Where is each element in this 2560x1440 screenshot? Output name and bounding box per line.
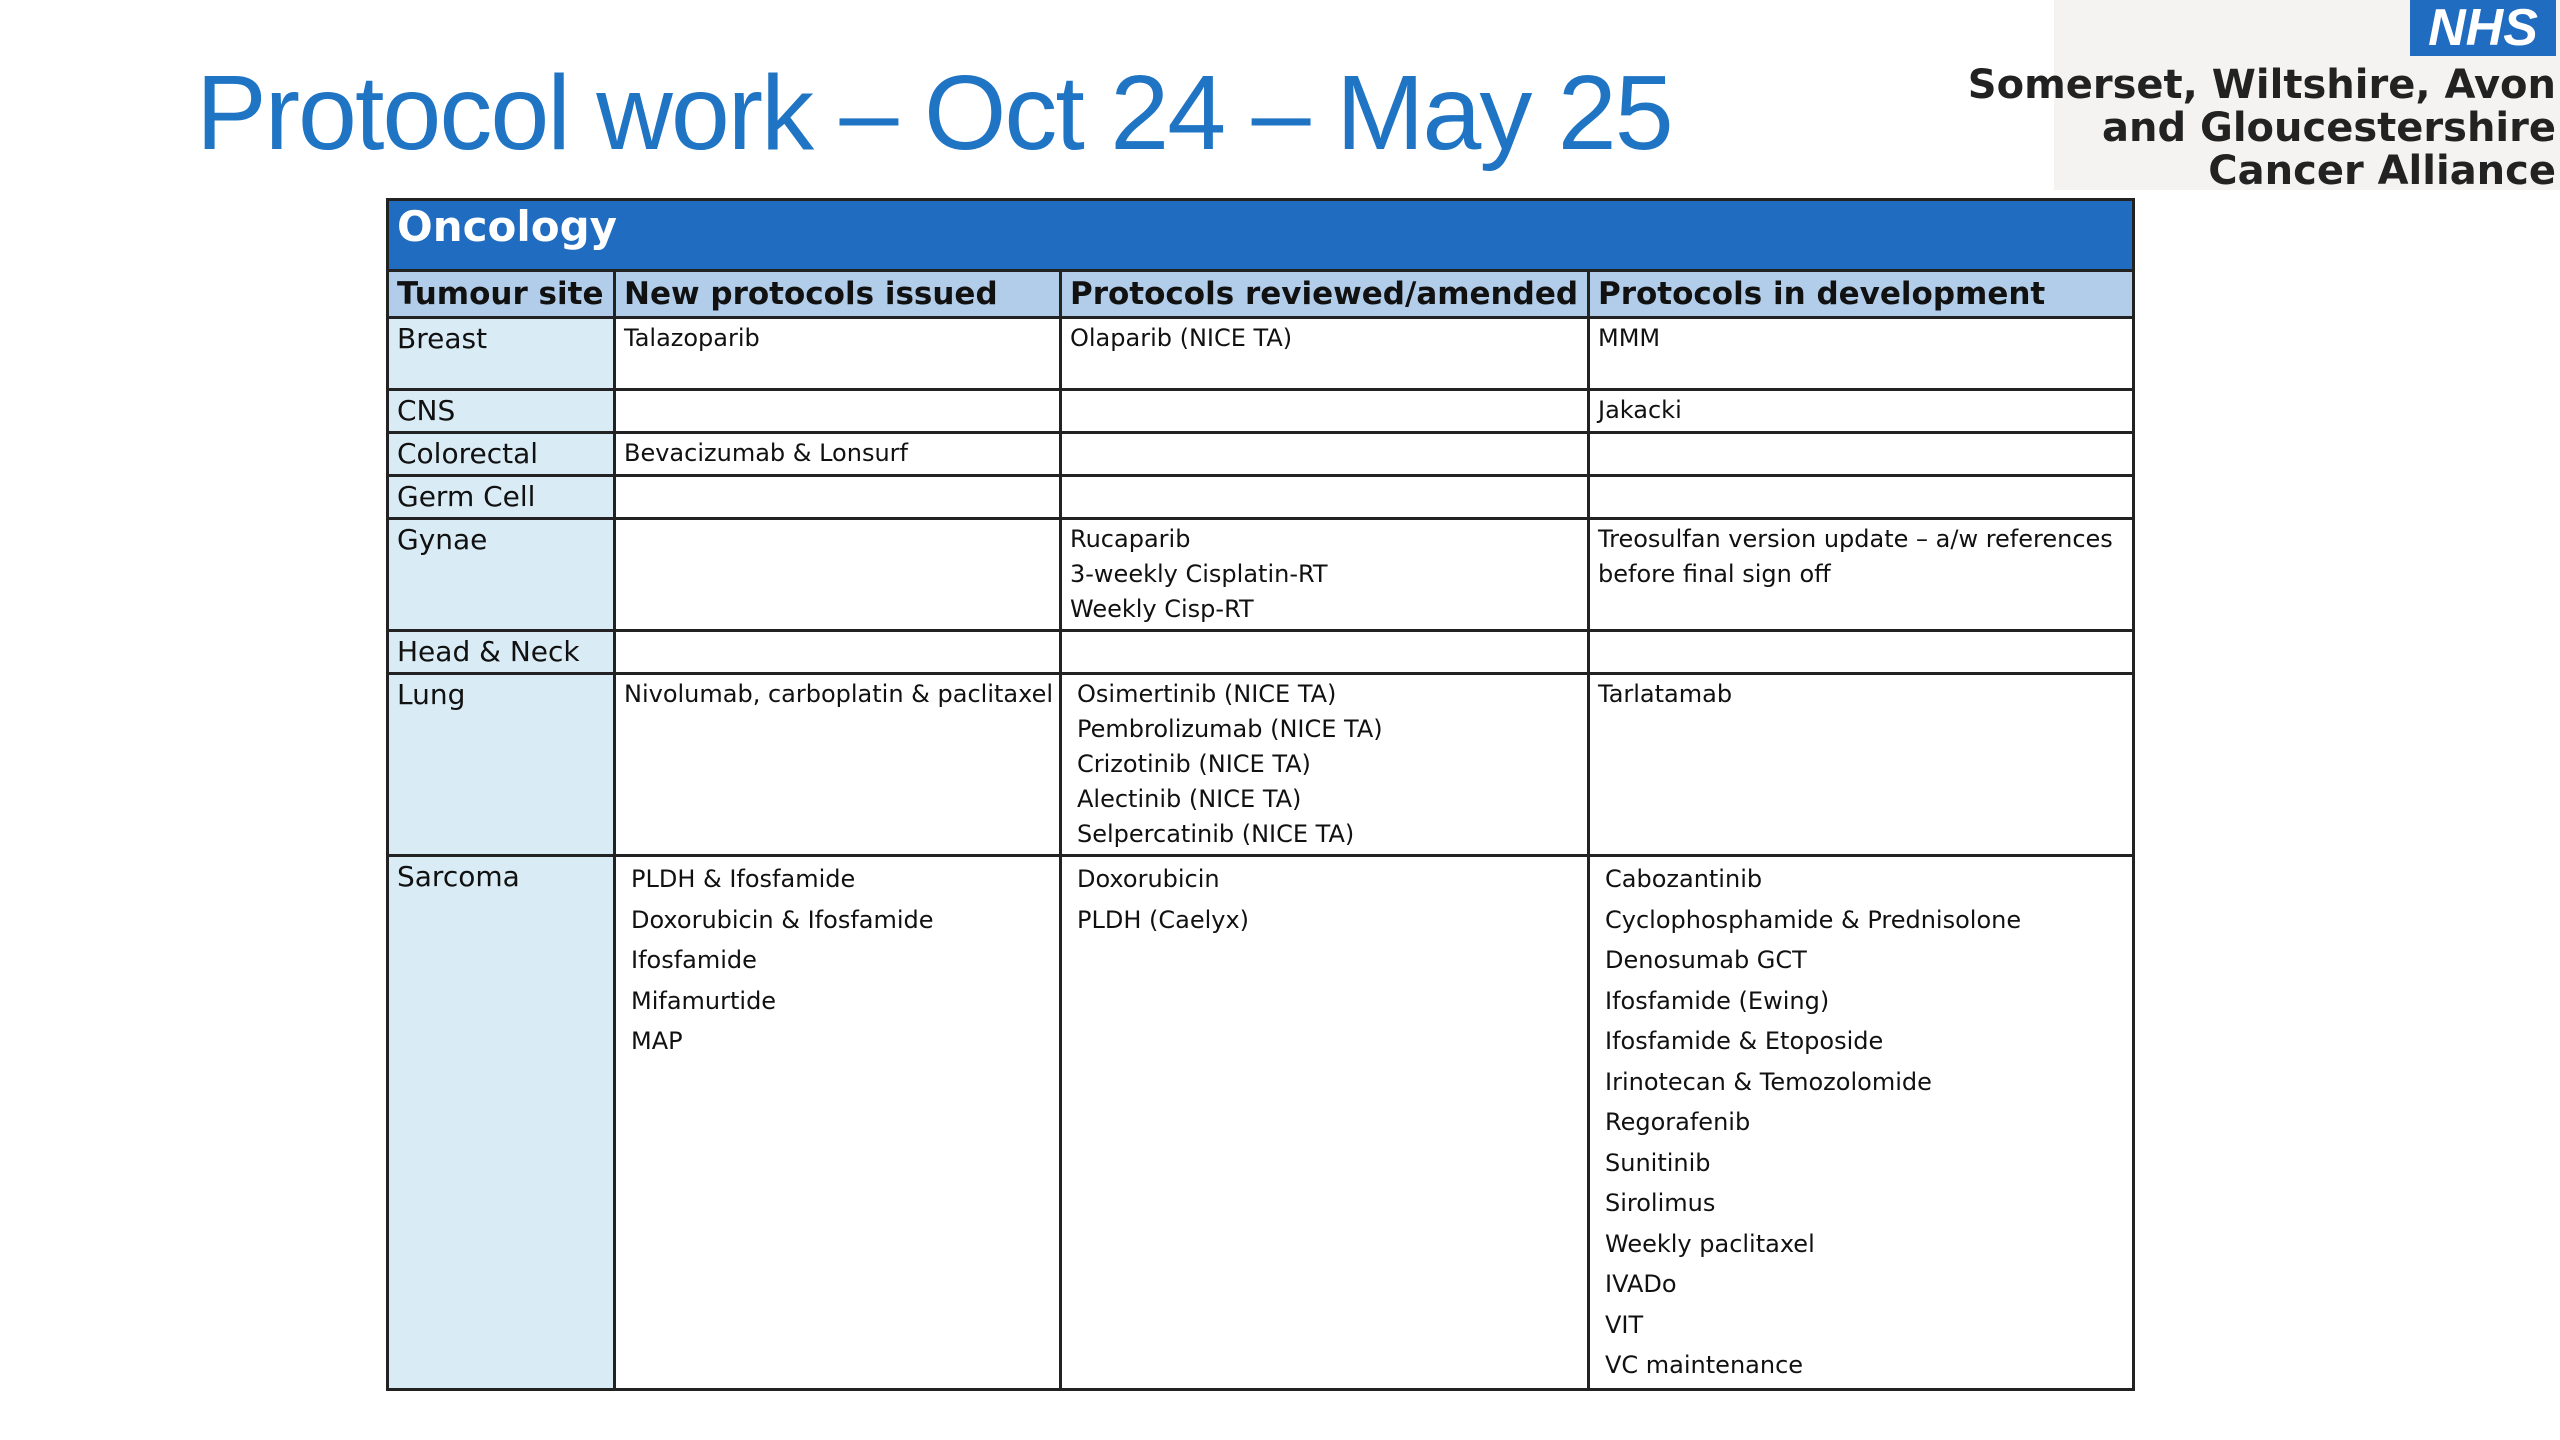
protocol-item: Cabozantinib <box>1605 865 1763 893</box>
column-header: New protocols issued <box>615 271 1061 318</box>
org-line: Cancer Alliance <box>2208 148 2556 194</box>
reviewed-protocols-cell <box>1061 390 1589 433</box>
org-line: and Gloucestershire <box>2101 105 2556 151</box>
dev-protocols-cell <box>1589 390 2134 433</box>
reviewed-protocols-cell <box>1061 476 1589 519</box>
protocol-item: 3-weekly Cisplatin-RT <box>1070 560 1328 588</box>
reviewed-protocols-cell <box>1061 631 1589 674</box>
table-row <box>388 318 2134 390</box>
protocol-item: PLDH (Caelyx) <box>1077 905 1250 934</box>
dev-protocols-cell <box>1589 631 2134 674</box>
protocol-item: Alectinib (NICE TA) <box>1077 785 1302 813</box>
reviewed-protocols-cell <box>1061 433 1589 476</box>
reviewed-protocols-cell <box>1061 318 1589 390</box>
protocol-item: Osimertinib (NICE TA) <box>1077 680 1337 708</box>
column-header: Protocols reviewed/amended <box>1061 271 1589 318</box>
tumour-site-cell: Gynae <box>388 519 615 631</box>
protocol-item: Selpercatinib (NICE TA) <box>1077 820 1355 848</box>
protocol-item: MMM <box>1598 324 1661 352</box>
organisation-name <box>1968 64 2556 193</box>
dev-protocols-cell <box>1589 856 2134 1390</box>
protocol-item: Irinotecan & Temozolomide <box>1605 1067 1932 1096</box>
dev-protocols-cell <box>1589 476 2134 519</box>
protocol-item: Regorafenib <box>1605 1108 1751 1136</box>
protocol-item: VIT <box>1605 1310 1644 1339</box>
protocol-item: Doxorubicin & Ifosfamide <box>631 905 934 934</box>
protocol-item: Weekly Cisp-RT <box>1070 595 1254 623</box>
protocol-item: Mifamurtide <box>631 986 777 1015</box>
table-row <box>388 433 2134 476</box>
reviewed-protocols-cell <box>1061 674 1589 856</box>
protocol-item: Ifosfamide <box>631 946 757 974</box>
protocol-item: Talazoparib <box>624 324 760 352</box>
tumour-site-cell: Germ Cell <box>388 476 615 519</box>
new-protocols-cell <box>615 433 1061 476</box>
tumour-site-cell: Head & Neck <box>388 631 615 674</box>
table-row <box>388 519 2134 631</box>
column-header: Protocols in development <box>1589 271 2134 318</box>
org-line: Somerset, Wiltshire, Avon <box>1967 62 2556 108</box>
dev-protocols-cell <box>1589 433 2134 476</box>
table-band-oncology: Oncology <box>388 200 2134 271</box>
protocol-item: before final sign off <box>1598 560 1831 588</box>
column-header: Tumour site <box>388 271 615 318</box>
protocol-item: Rucaparib <box>1070 525 1191 553</box>
tumour-site-cell: Breast <box>388 318 615 390</box>
page-title: Protocol work – Oct 24 – May 25 <box>196 54 1672 172</box>
protocol-item: Cyclophosphamide & Prednisolone <box>1605 905 2022 934</box>
protocol-item: Jakacki <box>1598 396 1682 424</box>
protocol-item: Ifosfamide & Etoposide <box>1605 1027 1884 1055</box>
protocol-table <box>386 198 2135 1391</box>
table-row <box>388 390 2134 433</box>
new-protocols-cell <box>615 390 1061 433</box>
protocol-item: Sirolimus <box>1605 1189 1716 1217</box>
table-row <box>388 476 2134 519</box>
dev-protocols-cell <box>1589 318 2134 390</box>
protocol-item: Tarlatamab <box>1598 680 1733 708</box>
protocol-item: Crizotinib (NICE TA) <box>1077 750 1311 778</box>
protocol-item: PLDH & Ifosfamide <box>631 865 856 893</box>
table-row <box>388 631 2134 674</box>
protocol-item: Treosulfan version update – a/w references <box>1598 525 2113 553</box>
tumour-site-cell: Colorectal <box>388 433 615 476</box>
table-row <box>388 856 2134 1390</box>
tumour-site-cell: Lung <box>388 674 615 856</box>
dev-protocols-cell <box>1589 674 2134 856</box>
table-body <box>388 318 2134 1390</box>
tumour-site-cell: CNS <box>388 390 615 433</box>
protocol-item: IVADo <box>1605 1270 1677 1298</box>
reviewed-protocols-cell <box>1061 519 1589 631</box>
protocol-item: Pembrolizumab (NICE TA) <box>1077 715 1383 743</box>
protocol-item: Bevacizumab & Lonsurf <box>624 439 908 467</box>
protocol-item: Weekly paclitaxel <box>1605 1229 1815 1258</box>
protocol-item: Denosumab GCT <box>1605 946 1807 974</box>
nhs-logo <box>1967 0 2560 194</box>
new-protocols-cell <box>615 856 1061 1390</box>
dev-protocols-cell <box>1589 519 2134 631</box>
tumour-site-cell: Sarcoma <box>388 856 615 1390</box>
protocol-item: Doxorubicin <box>1077 865 1220 893</box>
protocol-item: VC maintenance <box>1605 1351 1804 1379</box>
new-protocols-cell <box>615 631 1061 674</box>
protocol-item: MAP <box>631 1027 683 1055</box>
protocol-item: Olaparib (NICE TA) <box>1070 324 1293 352</box>
new-protocols-cell <box>615 519 1061 631</box>
new-protocols-cell <box>615 318 1061 390</box>
protocol-item: Sunitinib <box>1605 1148 1711 1177</box>
new-protocols-cell <box>615 674 1061 856</box>
protocol-item: Nivolumab, carboplatin & paclitaxel <box>624 680 1054 708</box>
table-row <box>388 674 2134 856</box>
protocol-item: Ifosfamide (Ewing) <box>1605 986 1830 1015</box>
reviewed-protocols-cell <box>1061 856 1589 1390</box>
new-protocols-cell <box>615 476 1061 519</box>
nhs-badge: NHS <box>2410 0 2556 56</box>
